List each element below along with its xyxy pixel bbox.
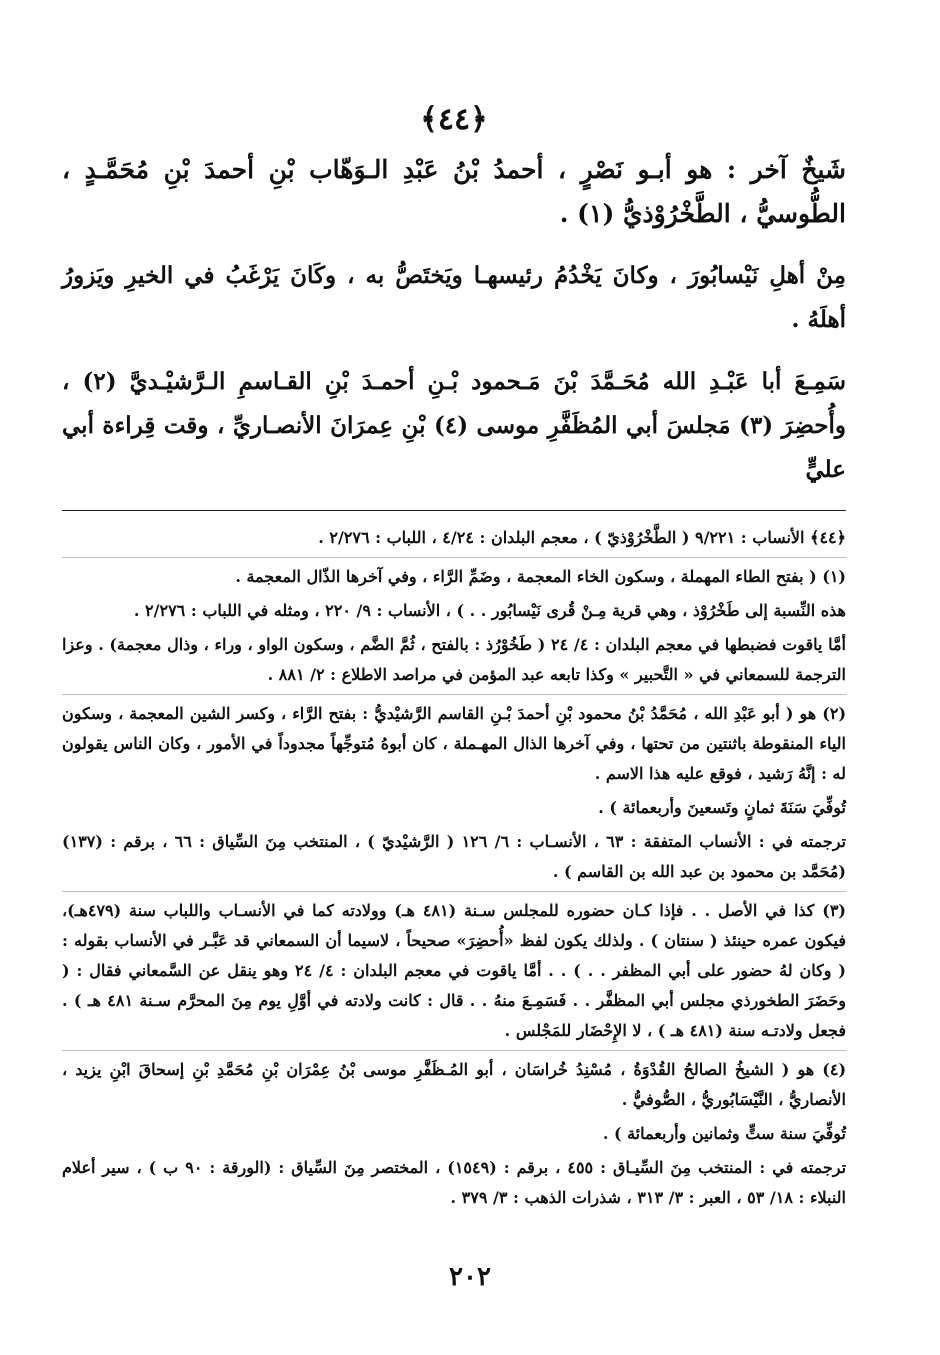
entry-number: ﴿٤٤﴾: [420, 102, 488, 137]
footnote-2b: تُوفِّيَ سَنَةَ ثمانٍ وتَسعينَ وأربعمائة ) .: [598, 798, 846, 817]
main-paragraph-2: مِنْ أهلِ نَيْسابُورَ ، وكانَ يَخْدُمُ رئيسهـا ويَختَصُّ به ، وكَانَ يَرْغَبُ في الخيرِ ويَزورُ أهلَهُ .: [62, 262, 846, 333]
footnote-1b: هذه النِّسبة إلى طَخْرُوْذ ، وهي قرية مِـنْ قُرى نَيْسابُور . . ) ، الأنساب : ٩/ ٢٢٠ ، ومثله في اللباب : ٢/٢٧٦ .: [133, 601, 846, 620]
footnote-separator: [62, 694, 846, 695]
footnotes: [62, 523, 846, 1213]
footnote-divider: [62, 510, 846, 511]
footnote-4b: تُوفِّيَ سنة ستٍّ وثمانين وأربعمائة ) .: [602, 1124, 846, 1143]
main-paragraph-3: سَمِـعَ أبا عَبْـدِ الله مُحَـمَّدَ بْنَ مَـحمود بْـنِ أحمـدَ بْنِ القـاسمِ الـرَّشيْـديَّ (٢) ، وأُحضِرَ (٣) مَجلسَ أبي المُظَفَّرِ موسى (٤) بْنِ عِمرَانَ الأنصـاريِّ ، وقت قِراءة أبي عليٍّ: [62, 368, 846, 483]
footnote-separator: [62, 891, 846, 892]
main-paragraph-1: شَيخٌ آخر : هو أبـو نَصْرٍ ، أحمدُ بْنُ عَبْدِ الـوَهّاب بْنِ أحمدَ بْنِ مُحَمَّـدٍ ، الطُّوسيُّ ، الطَّخْرُوْذيُّ (١) .: [62, 155, 846, 228]
footnote-2c: ترجمته في : الأنساب المتفقة : ٦٣ ، الأنسـاب : ٦/ ١٢٦ ( الرَّشيْديّ ) ، المنتخب مِنَ السِّياق : ٦٦ ، برقم : (١٣٧) (مُحَمَّد بن محمود بن عبد الله بن القاسم ) .: [62, 832, 847, 881]
footnote-1a: (١) ( بفتح الطاء المهملة ، وسكون الخاء المعجمة ، وضَمِّ الرَّاء ، وفي آخرها الذّال المعجمة .: [235, 567, 846, 586]
page-content: [62, 100, 846, 1217]
footnote-source: ﴿٤٤﴾ الأنساب : ٩/٢٢١ ( الطَّخْرُوْذيّ ) ، معجم البلدان : ٤/٢٤ ، اللباب : ٢/٢٧٦ .: [318, 528, 846, 547]
footnote-3: (٣) كذا في الأصل . . فإذا كـان حضوره للمجلس سـنة (٤٨١ هـ) وولادته كما في الأنسـاب واللباب سنة (٤٧٩هـ)، فيكون عمره حينئذ ( سنتان ) . ولذلك يكون لفظ «أُحضِرَ» صحيحاً ، لاسيما أن السمعاني قد عَبَّـر في الأنساب بقوله : ( وكان لهُ حضور على أبي المظفر . . ) . . أمَّا ياقوت في معجم البلدان : ٤/ ٢٤ وهو ينقل عن السَّمعاني فقال : ( وحَضَرَ الطخورذي مجلس أبي المظفَّر . . فَسَمِـعَ منهُ . . قال : كانت ولادته في أوَّلِ يوم مِنَ المحرَّم سـنة ٤٨١ هـ ) . فجعل ولادتـه سنة (٤٨١ هـ ) ، لا الإِحْضَار للمَجْلس .: [62, 901, 847, 1040]
page-number: ٢٠٢: [449, 1262, 491, 1292]
main-text: [62, 148, 846, 492]
footnote-4c: ترجمته في : المنتخب مِنَ السِّيـاق : ٤٥٥ ، برقم : (١٥٤٩) ، المختصر مِنَ السِّياق : (الورقة : ٩٠ ب ) ، سير أعلام النبلاء : ١٨/ ٥٣ ، العبر : ٣/ ٣١٣ ، شذرات الذهب : ٣/ ٣٧٩ .: [62, 1158, 847, 1207]
footnote-2a: (٢) هو ( أبو عَبْدِ الله ، مُحَمَّدُ بْنُ محمود بْنِ أحمدَ بْـنِ القاسم الرَّشيْديُّ : بفتح الرَّاء ، وكسر الشين المعجمة ، وسكون الياء المنقوطة باثنتين من تحتها ، وفي آخرها الذال المهـملة ، كان أبوهُ مُتوجِّهاً مجدوداً في الأمور ، وكان الناس يقولون له : إنَّهُ رَشيد ، فوقع عليه هذا الاسم .: [62, 704, 847, 783]
footnote-4a: (٤) هو ( الشيخُ الصالحُ القُدْوَةُ ، مُسْنِدُ خُراسَان ، أبو المُـظَفَّرِ موسى بْنُ عِمْرَان بْنِ مُحَمَّدِ بْنِ إسحاقَ ابْنِ يزيد ، الأنصاريُّ ، النَّيْسَابُوريُّ ، الصُّوفيُّ .: [62, 1060, 847, 1109]
footnote-separator: [62, 557, 846, 558]
footnote-separator: [62, 1050, 846, 1051]
footnote-1c: أمَّا ياقوت فضبطها في معجم البلدان : ٤/ ٢٤ ( طَخُوْرُذ : بالفتح ، ثُمَّ الضَّم ، وسكون الواو ، وراء ، وذال معجمة) . وعزا الترجمة للسمعاني في « التَّحبير » وكذا تابعه عبد المؤمن في مراصد الاطلاع : ٢/ ٨٨١ .: [62, 635, 846, 684]
